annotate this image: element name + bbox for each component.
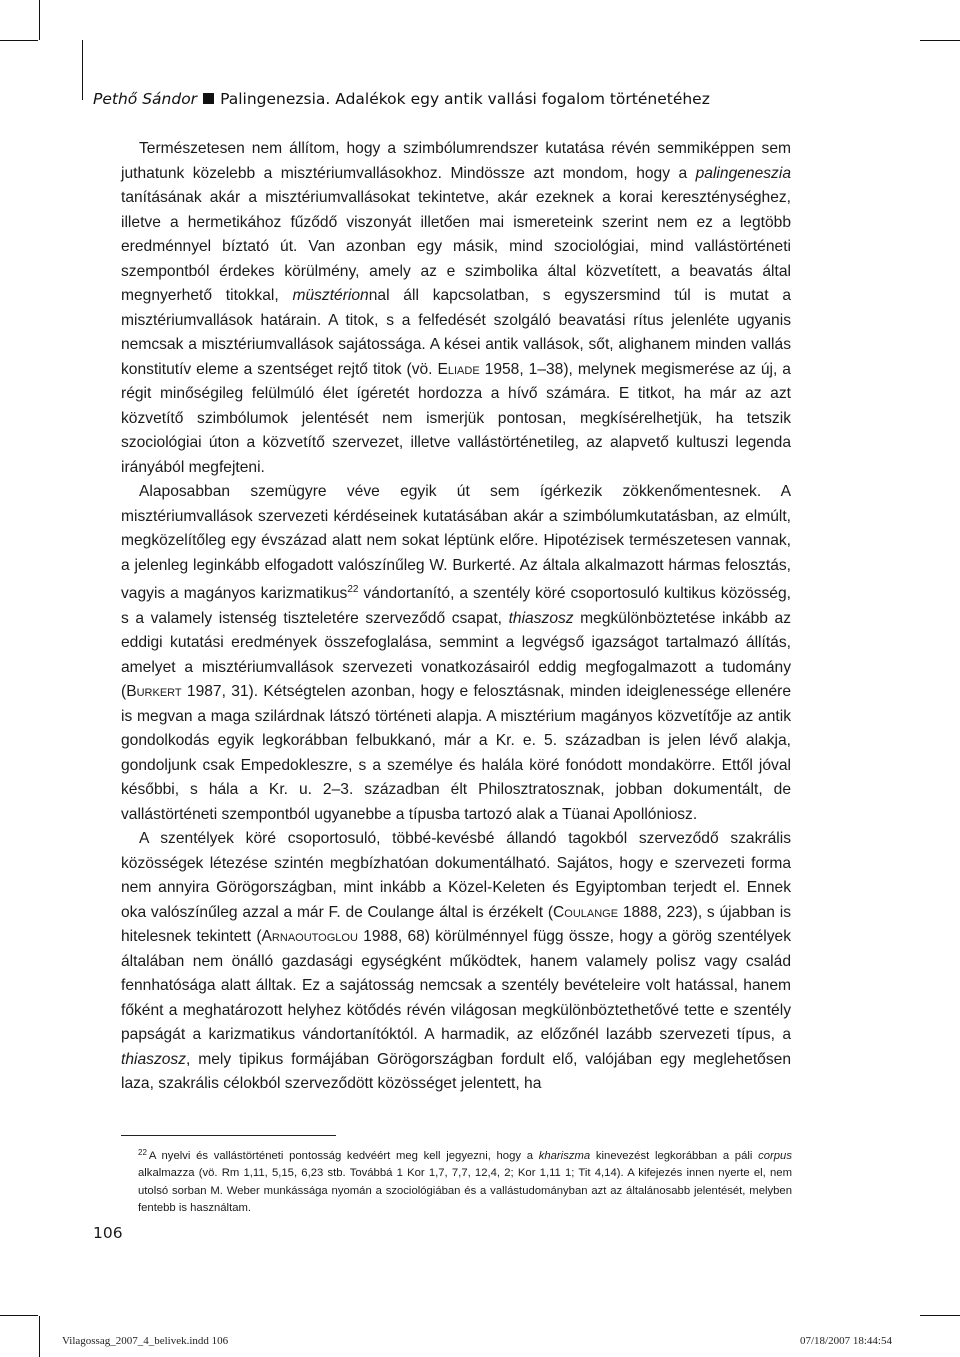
margin-rule-vertical	[82, 40, 83, 100]
running-header	[93, 90, 853, 108]
italic-term: palingeneszia	[695, 164, 791, 182]
italic-term: khariszma	[538, 1150, 591, 1162]
square-separator-icon	[203, 93, 214, 104]
footnote-rule	[121, 1135, 336, 1136]
crop-mark-top-left-v	[39, 0, 40, 40]
page-number: 106	[93, 1224, 123, 1242]
crop-mark-bottom-left-h	[0, 1315, 38, 1316]
text-run: 1987, 31). Kétségtelen azonban, hogy e felosztásnak, minden ideiglenessége ellenére is megvan a maga szilárdnak látszó történeti alapja. A misztérium magányos közvetítője az antik gondolkodás egyik legkorábban felbukkanó, már a Kr. e. 5. században is jelen lévő alakja, gondoljunk csak Empedokleszre, s a személye és halála köré fonódott mondakörre. Ettől jóval későbbi, s hála a Kr. u. 2–3. században élt Philosztratosznak, jobban dokumentált, de vallástörténeti szempontból ugyanebbe a típusba tartozó alak a Tüanai Apollóniosz.	[121, 683, 791, 823]
header-title: Palingenezsia. Adalékok egy antik vallási fogalom történetéhez	[220, 90, 710, 108]
slug-file: Vilagossag_2007_4_belivek.indd 106	[62, 1335, 229, 1347]
text-run: 1988, 68) körülménnyel függ össze, hogy a görög szentélyek általában nem önálló gazdasági egységként működtek, hanem valamely polisz vagy család fennhatósága alatt álltak. Ez a sajátosság nemcsak a szentély bevételeire volt hatással, hanem főként a meghatározott helyhez kötődés révén világosan megkülönböztethetővé tette e szentély papságát a karizmatikus vándortanítóktól. A harmadik, az előzőnél lazább szervezeti típus, a	[121, 928, 791, 1044]
text-run: alkalmazza (vö. Rm 1,11, 5,15, 6,23 stb. Továbbá 1 Kor 1,7, 7,7, 12,4, 2; Kor 1,11 1; Tit 4,14). A kifejezés innen nyerte el, nem utolsó sorban M. Weber munkássága nyomán a szociológiában és a vallástudományban azt az általánosabb jelentését, melyben fentebb is használtam.	[138, 1167, 792, 1214]
cited-author: Arnaoutoglou	[261, 928, 358, 946]
footnote	[138, 1144, 792, 1217]
text-run: tanításának akár a misztériumvallásokat tekintetve, akár ezeknek a korai kereszténységhez, illetve a hermetikához fűződő viszonyát illetően mai ismereteink szerint nem ez a legtöbb eredménnyel bíztató út. Van azonban egy másik, mind szociológiai, mind vallástörténeti szempontból érdekes körülmény, amely az e szimbolika által közvetített, a beavatás által megnyerhető titokkal,	[121, 189, 791, 304]
italic-term: thiaszosz	[508, 609, 574, 627]
italic-term: müsztérion	[292, 287, 369, 304]
crop-mark-top-right-h	[920, 40, 960, 41]
cited-author: Coulange	[553, 903, 619, 921]
header-author: Pethő Sándor	[93, 90, 198, 108]
cited-author: Eliade	[437, 360, 480, 378]
cited-author: Burkert	[126, 683, 182, 701]
crop-mark-bottom-left-v	[39, 1316, 40, 1357]
text-run: megkülönböztetése inkább az eddigi kutatási eredmények összefoglalása, semmint a legvégső igazságot tartalmazó állítás, amelyet a misztériumvallások szervezeti vonatkozásairól eddig megfogalmazott a tudomány (	[121, 609, 791, 701]
text-run: A nyelvi és vallástörténeti pontosság kedvéért meg kell jegyezni, hogy a	[148, 1150, 539, 1162]
body-text	[121, 137, 791, 1097]
text-run: 1888, 223), s újabban is hitelesnek tekintett (	[121, 903, 791, 946]
text-run: kinevezést legkorábban a páli	[590, 1150, 759, 1162]
paragraph	[121, 480, 791, 827]
crop-mark-top-left-h	[0, 40, 38, 41]
footnote-mark: 22	[138, 1148, 147, 1157]
text-run: nal áll kapcsolatban, s egyszersmind túl is mutat a misztériumvallások határain. A titok, s a felfedését szolgáló beavatási rítus jelenléte ugyanis nemcsak a misztériumvallások sajátossága. A kései antik vallások, sőt, alighanem minden vallás konstitutív eleme a szentséget rejtő titok (vö.	[121, 287, 791, 378]
italic-term: corpus	[758, 1150, 792, 1162]
slug-timestamp: 07/18/2007 18:44:54	[800, 1335, 892, 1347]
text-run: 1958, 1–38), melynek megismerése az új, a régit minőségileg felülmúló élet ígéretét hordozza a hívő számára. E titkot, ha már az azt közvetítő szimbólumok jelentését nem ismerjük pontosan, megkísérelhetjük, ha tetszik szociológiai úton a közvetítő szervezet, illetve vallástörténetileg, az alapvető kultuszi legenda irányából megfejteni.	[121, 360, 791, 476]
text-run: Természetesen nem állítom, hogy a szimbólumrendszer kutatása révén semmiképpen sem juthatunk közelebb a misztériumvallásokhoz. Mindössze azt mondom, hogy a	[121, 140, 791, 182]
paragraph	[121, 827, 791, 1097]
paragraph	[121, 137, 791, 480]
footnote-ref: 22	[347, 584, 359, 595]
text-run: , mely tipikus formájában Görögországban fordult elő, valójában egy meglehetősen laza, szakrális célokból szerveződött közösséget jelentett, ha	[121, 1050, 791, 1093]
text-run: A szentélyek köré csoportosuló, többé-kevésbé állandó tagokból szerveződő szakrális közösségek létezése szintén megbízhatóan dokumentálható. Sajátos, hogy e szervezeti forma nem annyira Görögországban, mint inkább a Közel-Keleten és Egyiptomban terjedt el. Ennek oka valószínűleg azzal a már F. de Coulange által is érzékelt (	[121, 830, 791, 921]
text-run: Alaposabban szemügyre véve egyik út sem ígérkezik zökkenőmentesnek. A misztériumvallások szervezeti kérdéseinek kutatásában akár a szimbólumkutatásban, az elmúlt, megközelítőleg egy évszázad alatt nem sokat léptünk előre. Hipotézisek természetesen vannak, a jelenleg leginkább elfogadott valószínűleg W. Burkerté. Az általa alkalmazott hármas felosztás, vagyis a magányos karizmatikus	[121, 483, 791, 603]
crop-mark-bottom-right-h	[920, 1315, 960, 1316]
text-run: vándortanító, a szentély köré csoportosuló kultikus közösség, s a valamely istenség tiszteletére szerveződő csapat,	[121, 585, 791, 627]
italic-term: thiaszosz	[121, 1050, 187, 1068]
